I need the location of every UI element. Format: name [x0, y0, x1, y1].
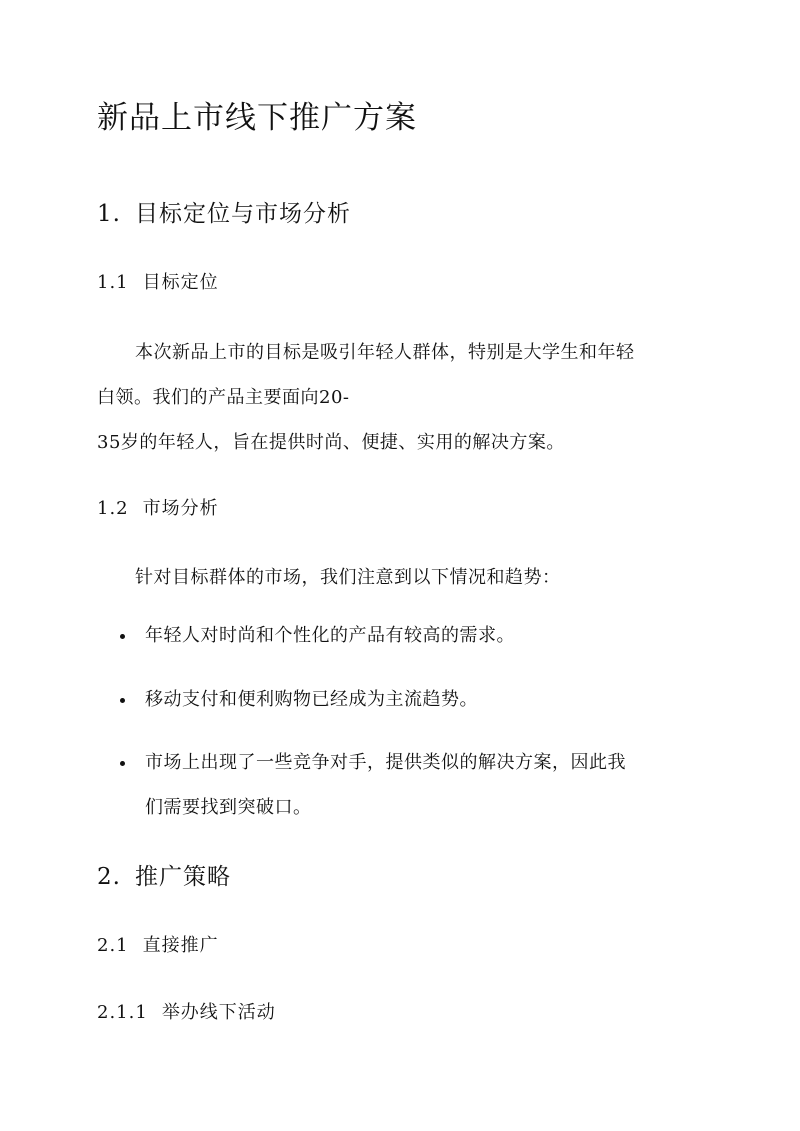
bullet-item-1: 年轻人对时尚和个性化的产品有较高的需求。: [145, 625, 515, 646]
section-2-heading: [97, 860, 231, 894]
bullet-item-3-line-1: 市场上出现了一些竞争对手，提供类似的解决方案，因此我: [145, 752, 626, 773]
section-1-number: 1.: [97, 201, 121, 227]
section-1-heading: [97, 197, 351, 231]
subsection-1-2-title: 市场分析: [142, 498, 219, 519]
section-2-number: 2.: [97, 864, 121, 890]
paragraph-market-intro: 针对目标群体的市场，我们注意到以下情况和趋势：: [135, 567, 561, 588]
bullet-dot: [120, 761, 125, 766]
subsection-2-1-1-number: 2.1.1: [97, 1002, 148, 1023]
subsection-1-1-number: 1.1: [97, 272, 129, 293]
document-title: 新品上市线下推广方案: [97, 100, 417, 136]
subsection-2-1-number: 2.1: [97, 935, 129, 956]
subsection-2-1-title: 直接推广: [142, 935, 219, 956]
section-1-title: 目标定位与市场分析: [134, 201, 351, 227]
subsection-1-1-heading: [97, 269, 219, 297]
paragraph-target-line-3: 35岁的年轻人，旨在提供时尚、便捷、实用的解决方案。: [97, 432, 565, 453]
bullet-item-3-line-2: 们需要找到突破口。: [145, 797, 312, 818]
paragraph-target-line-1: 本次新品上市的目标是吸引年轻人群体，特别是大学生和年轻: [135, 342, 635, 363]
subsection-1-2-number: 1.2: [97, 498, 129, 519]
paragraph-target-line-2: 白领。我们的产品主要面向20-: [97, 387, 350, 408]
subsection-2-1-heading: [97, 932, 219, 960]
section-2-title: 推广策略: [134, 864, 231, 890]
subsection-2-1-1-heading: [97, 999, 276, 1027]
bullet-item-2: 移动支付和便利购物已经成为主流趋势。: [145, 689, 478, 710]
bullet-dot: [120, 634, 125, 639]
subsection-2-1-1-title: 举办线下活动: [161, 1002, 276, 1023]
bullet-dot: [120, 698, 125, 703]
subsection-1-2-heading: [97, 495, 219, 523]
subsection-1-1-title: 目标定位: [142, 272, 219, 293]
